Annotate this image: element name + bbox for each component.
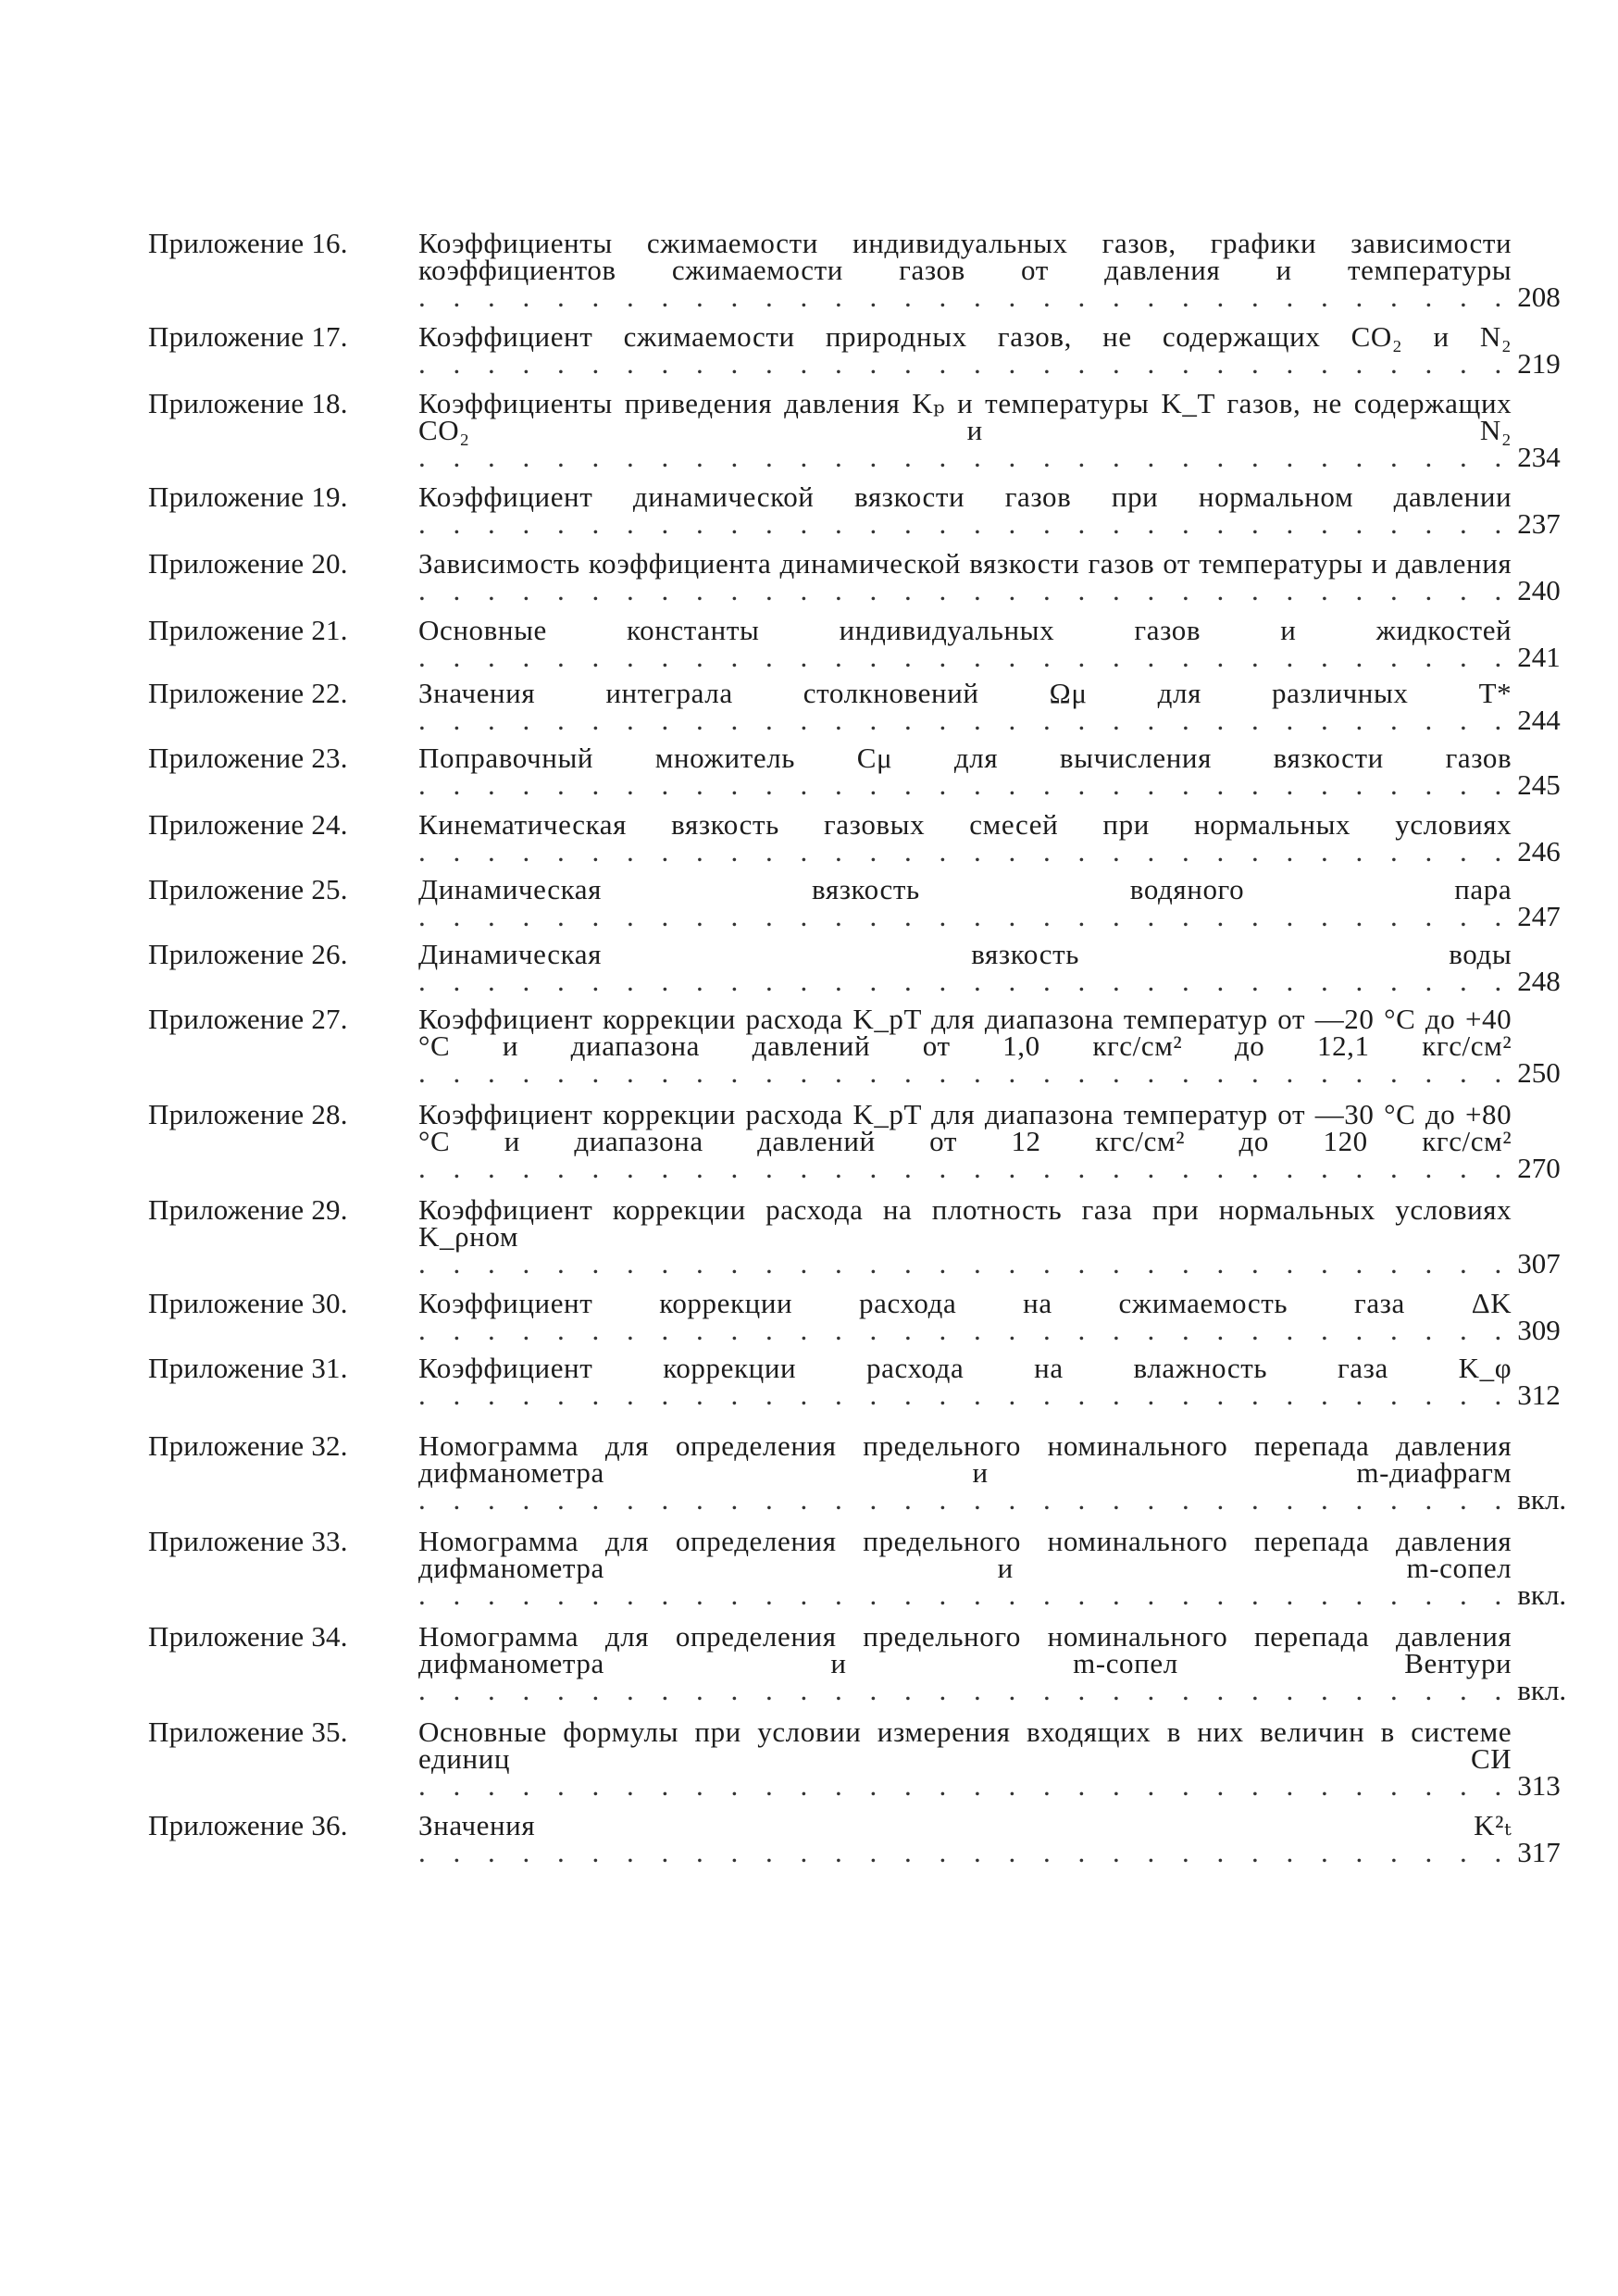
appendix-title-text: Зависимость коэффициента динамической вязкости газов от температуры и давления: [418, 547, 1512, 580]
page-number: 313: [1517, 1769, 1561, 1802]
leader-dots: . . . . . . . . . . . . . . . . . . . . . . . . . . . . . . . .: [418, 965, 1512, 997]
page-number: 317: [1517, 1836, 1561, 1868]
leader-dots: . . . . . . . . . . . . . . . . . . . . . . . . . . . . . . . .: [418, 1674, 1512, 1706]
toc-entry-19[interactable]: [148, 480, 1561, 540]
appendix-title: [418, 1003, 1512, 1089]
leader-dots: . . . . . . . . . . . . . . . . . . . . . . . . . . . . . . . .: [418, 441, 1512, 473]
appendix-title: [418, 1716, 1512, 1802]
appendix-title: [418, 480, 1512, 540]
toc-entry-24[interactable]: [148, 808, 1561, 867]
toc-entry-21[interactable]: [148, 614, 1561, 673]
appendix-label: Приложение 35.: [148, 1716, 348, 1748]
appendix-label: Приложение 31.: [148, 1352, 348, 1384]
appendix-label: Приложение 18.: [148, 387, 348, 419]
page-number: 208: [1517, 281, 1561, 313]
page-number: вкл.: [1517, 1674, 1567, 1706]
leader-dots: . . . . . . . . . . . . . . . . . . . . . . . . . . . . . . . .: [418, 281, 1512, 313]
appendix-label: Приложение 22.: [148, 677, 348, 709]
appendix-title-text: Основные формулы при условии измерения входящих в них величин в системе единиц СИ: [418, 1716, 1512, 1775]
toc-entry-29[interactable]: [148, 1193, 1561, 1279]
appendix-title: [418, 1352, 1512, 1411]
toc-entry-22[interactable]: [148, 677, 1561, 736]
page-number: 248: [1517, 965, 1561, 997]
page-number: 270: [1517, 1152, 1561, 1184]
appendix-title: [418, 677, 1512, 736]
page-number: 240: [1517, 574, 1561, 606]
appendix-label: Приложение 32.: [148, 1429, 348, 1462]
appendix-label: Приложение 28.: [148, 1098, 348, 1130]
appendix-title: [418, 614, 1512, 673]
page-number: 219: [1517, 347, 1561, 380]
toc-entry-31[interactable]: [148, 1352, 1561, 1411]
appendix-label: Приложение 20.: [148, 547, 348, 580]
page-number: 237: [1517, 507, 1561, 540]
toc-entry-27[interactable]: [148, 1003, 1561, 1089]
leader-dots: . . . . . . . . . . . . . . . . . . . . . . . . . . . . . . . .: [418, 1578, 1512, 1611]
appendix-label: Приложение 27.: [148, 1003, 348, 1035]
page-number: 309: [1517, 1314, 1561, 1346]
appendix-title: [418, 227, 1512, 313]
toc-entry-25[interactable]: [148, 873, 1561, 932]
appendix-title-text: Коэффициент динамической вязкости газов при нормальном давлении: [418, 480, 1512, 513]
appendix-title: [418, 873, 1512, 932]
appendix-title: [418, 1525, 1512, 1611]
appendix-label: Приложение 17.: [148, 320, 348, 353]
appendix-title: [418, 1809, 1512, 1868]
appendix-title-text: Динамическая вязкость воды: [418, 938, 1512, 970]
appendix-label: Приложение 36.: [148, 1809, 348, 1841]
appendix-title-text: Поправочный множитель Cμ для вычисления вязкости газов: [418, 742, 1512, 774]
toc-entry-26[interactable]: [148, 938, 1561, 997]
appendix-title: [418, 808, 1512, 867]
appendix-title-text: Коэффициент сжимаемости природных газов, не содержащих CO₂ и N₂: [418, 320, 1512, 353]
appendix-title-text: Номограмма для определения предельного номинального перепада давления дифманометра и m-сопел Вентури: [418, 1620, 1512, 1679]
page-number: 312: [1517, 1379, 1561, 1411]
appendix-title: [418, 1193, 1512, 1279]
page-number: 244: [1517, 704, 1561, 736]
appendix-label: Приложение 29.: [148, 1193, 348, 1226]
leader-dots: . . . . . . . . . . . . . . . . . . . . . . . . . . . . . . . .: [418, 900, 1512, 932]
toc-entry-17[interactable]: [148, 320, 1561, 380]
appendix-title-text: Коэффициенты приведения давления Kₚ и температуры K_T газов, не содержащих CO₂ и N₂: [418, 387, 1512, 446]
leader-dots: . . . . . . . . . . . . . . . . . . . . . . . . . . . . . . . .: [418, 1836, 1512, 1868]
leader-dots: . . . . . . . . . . . . . . . . . . . . . . . . . . . . . . . .: [418, 1769, 1512, 1802]
leader-dots: . . . . . . . . . . . . . . . . . . . . . . . . . . . . . . . .: [418, 704, 1512, 736]
toc-entry-18[interactable]: [148, 387, 1561, 473]
appendix-label: Приложение 34.: [148, 1620, 348, 1653]
page-number: вкл.: [1517, 1483, 1567, 1516]
appendix-title-text: Коэффициент коррекции расхода на сжимаемость газа ΔK: [418, 1287, 1512, 1319]
appendix-label: Приложение 33.: [148, 1525, 348, 1557]
table-of-contents: [148, 227, 1567, 1868]
page-number: 241: [1517, 641, 1561, 673]
page-number: вкл.: [1517, 1578, 1567, 1611]
appendix-title: [418, 938, 1512, 997]
toc-entry-33[interactable]: [148, 1525, 1567, 1611]
leader-dots: . . . . . . . . . . . . . . . . . . . . . . . . . . . . . . . .: [418, 347, 1512, 380]
appendix-title-text: Коэффициент коррекции расхода на влажность газа K_φ: [418, 1352, 1512, 1384]
appendix-title: [418, 320, 1512, 380]
appendix-label: Приложение 23.: [148, 742, 348, 774]
appendix-title-text: Коэффициент коррекции расхода K_pT для диапазона температур от —30 °С до +80 °С и диапазона давлений от 12 кгс/см² до 120 кгс/см²: [418, 1098, 1512, 1157]
leader-dots: . . . . . . . . . . . . . . . . . . . . . . . . . . . . . . . .: [418, 1483, 1512, 1516]
leader-dots: . . . . . . . . . . . . . . . . . . . . . . . . . . . . . . . .: [418, 835, 1512, 867]
appendix-title-text: Динамическая вязкость водяного пара: [418, 873, 1512, 905]
leader-dots: . . . . . . . . . . . . . . . . . . . . . . . . . . . . . . . .: [418, 1314, 1512, 1346]
page-number: 307: [1517, 1247, 1561, 1279]
toc-entry-23[interactable]: [148, 742, 1561, 801]
toc-entry-28[interactable]: [148, 1098, 1561, 1184]
appendix-title-text: Коэффициент коррекции расхода K_pT для диапазона температур от —20 °С до +40 °С и диапазона давлений от 1,0 кгс/см² до 12,1 кгс/см²: [418, 1003, 1512, 1062]
appendix-title: [418, 1620, 1512, 1706]
appendix-title-text: Коэффициент коррекции расхода на плотность газа при нормальных условиях K_ρном: [418, 1193, 1512, 1253]
appendix-title-text: Значения интеграла столкновений Ωμ для различных T*: [418, 677, 1512, 709]
appendix-title-text: Кинематическая вязкость газовых смесей при нормальных условиях: [418, 808, 1512, 841]
leader-dots: . . . . . . . . . . . . . . . . . . . . . . . . . . . . . . . .: [418, 507, 1512, 540]
appendix-label: Приложение 26.: [148, 938, 348, 970]
leader-dots: . . . . . . . . . . . . . . . . . . . . . . . . . . . . . . . .: [418, 1056, 1512, 1089]
page-number: 245: [1517, 768, 1561, 801]
appendix-label: Приложение 25.: [148, 873, 348, 905]
toc-entry-16[interactable]: [148, 227, 1561, 313]
leader-dots: . . . . . . . . . . . . . . . . . . . . . . . . . . . . . . . .: [418, 768, 1512, 801]
page-number: 246: [1517, 835, 1561, 867]
appendix-label: Приложение 30.: [148, 1287, 348, 1319]
toc-entry-30[interactable]: [148, 1287, 1561, 1346]
appendix-title: [418, 1429, 1512, 1516]
toc-entry-32[interactable]: [148, 1429, 1567, 1516]
appendix-title: [418, 547, 1512, 606]
appendix-title-text: Значения K²ₜ: [418, 1809, 1512, 1841]
leader-dots: . . . . . . . . . . . . . . . . . . . . . . . . . . . . . . . .: [418, 574, 1512, 606]
leader-dots: . . . . . . . . . . . . . . . . . . . . . . . . . . . . . . . .: [418, 1152, 1512, 1184]
leader-dots: . . . . . . . . . . . . . . . . . . . . . . . . . . . . . . . .: [418, 1247, 1512, 1279]
appendix-label: Приложение 24.: [148, 808, 348, 841]
appendix-title-text: Основные константы индивидуальных газов и жидкостей: [418, 614, 1512, 646]
toc-entry-34[interactable]: [148, 1620, 1567, 1706]
appendix-title: [418, 1098, 1512, 1184]
leader-dots: . . . . . . . . . . . . . . . . . . . . . . . . . . . . . . . .: [418, 641, 1512, 673]
page-number: 234: [1517, 441, 1561, 473]
leader-dots: . . . . . . . . . . . . . . . . . . . . . . . . . . . . . . . .: [418, 1379, 1512, 1411]
page-number: 247: [1517, 900, 1561, 932]
appendix-label: Приложение 21.: [148, 614, 348, 646]
toc-entry-20[interactable]: [148, 547, 1561, 606]
appendix-title: [418, 1287, 1512, 1346]
appendix-label: Приложение 16.: [148, 227, 348, 259]
appendix-title-text: Коэффициенты сжимаемости индивидуальных газов, графики зависимости коэффициентов сжимаемости газов от давления и температуры: [418, 227, 1512, 286]
page-number: 250: [1517, 1056, 1561, 1089]
appendix-title-text: Номограмма для определения предельного номинального перепада давления дифманометра и m-диафрагм: [418, 1429, 1512, 1489]
appendix-title: [418, 742, 1512, 801]
appendix-title: [418, 387, 1512, 473]
toc-entry-35[interactable]: [148, 1716, 1561, 1802]
appendix-title-text: Номограмма для определения предельного номинального перепада давления дифманометра и m-сопел: [418, 1525, 1512, 1584]
toc-entry-36[interactable]: [148, 1809, 1561, 1868]
appendix-label: Приложение 19.: [148, 480, 348, 513]
